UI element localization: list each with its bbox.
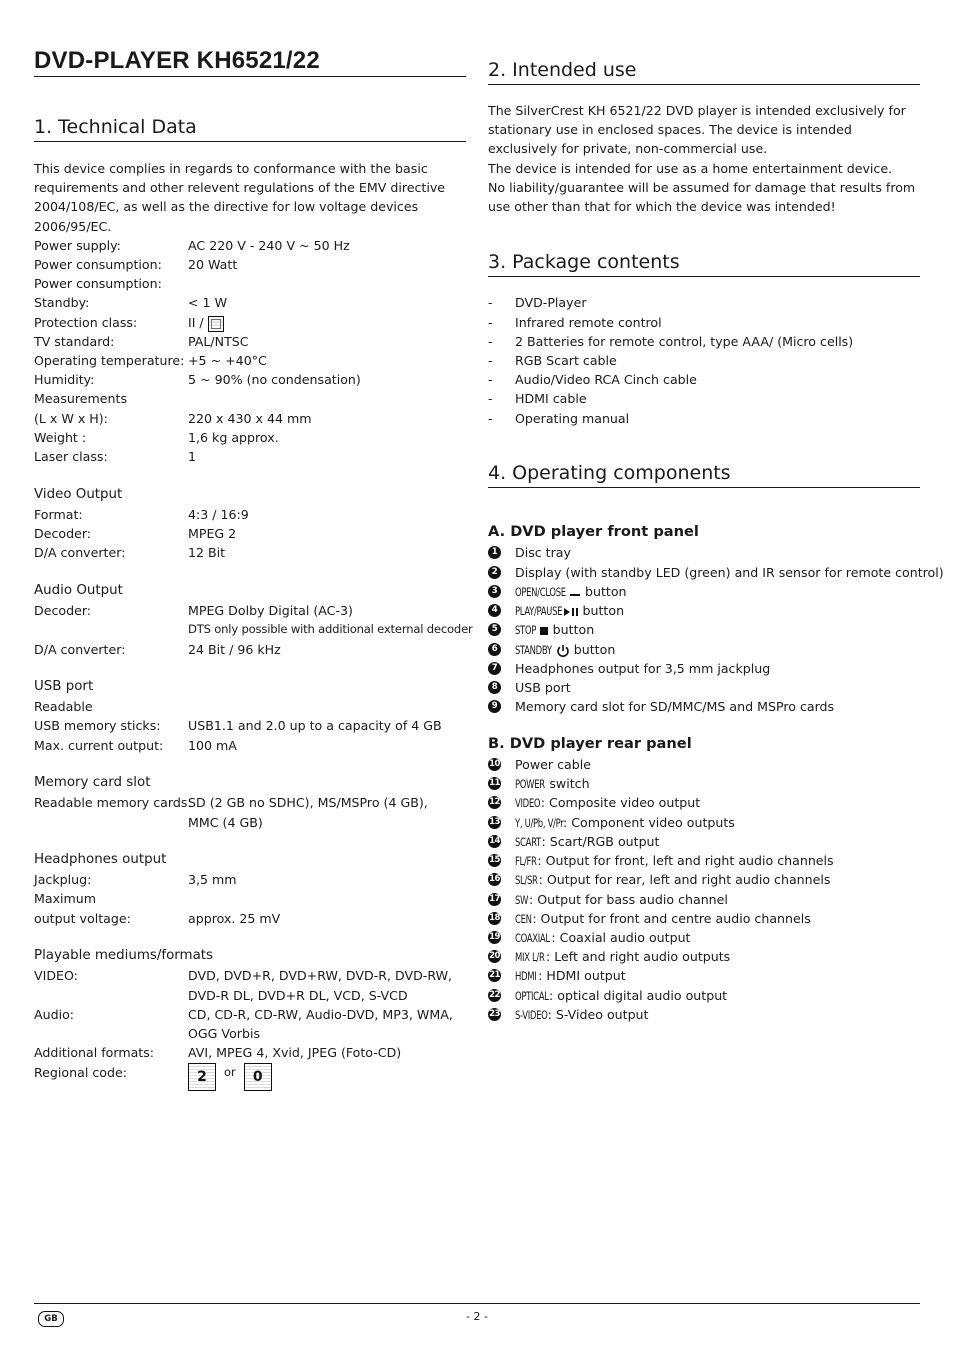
spec-row: Readable memory cards: SD (2 GB no SDHC), MS/MSPro (4 GB),	[34, 795, 428, 810]
spec-row: Decoder: MPEG Dolby Digital (AC-3)	[34, 603, 353, 618]
spec-row: Operating temperature: +5 ~ +40°C	[34, 353, 267, 368]
spec-row: Power supply: AC 220 V - 240 V ~ 50 Hz	[34, 238, 350, 253]
spec-row: D/A converter: 12 Bit	[34, 545, 226, 560]
spec-group-heading: USB port	[34, 679, 94, 694]
spec-row: Standby: < 1 W	[34, 295, 228, 310]
spec-row: Laser class: 1	[34, 449, 197, 464]
power-standby-icon	[556, 644, 570, 658]
stop-icon	[539, 626, 549, 636]
region-code-2-icon: 2	[188, 1063, 216, 1091]
spec-row: DVD-R DL, DVD+R DL, VCD, S-VCD	[188, 988, 408, 1003]
spec-row: DTS only possible with additional external decoder	[188, 622, 473, 636]
rear-panel-heading: B. DVD player rear panel	[488, 735, 692, 752]
spec-group-heading: Headphones output	[34, 852, 167, 867]
spec-row: Humidity: 5 ~ 90% (no condensation)	[34, 372, 361, 387]
spec-row: Audio: CD, CD-R, CD-RW, Audio-DVD, MP3, WMA,	[34, 1007, 453, 1022]
spec-row: USB memory sticks: USB1.1 and 2.0 up to a capacity of 4 GB	[34, 718, 442, 733]
spec-row: Format: 4:3 / 16:9	[34, 507, 249, 522]
protection-class-ii-icon	[208, 316, 224, 332]
spec-row: Measurements	[34, 391, 128, 406]
footer-divider	[34, 1303, 920, 1304]
spec-row: Power consumption: 20 Watt	[34, 257, 238, 272]
spec-group-heading: Video Output	[34, 487, 123, 502]
spec-row: Weight : 1,6 kg approx.	[34, 430, 279, 445]
spec-row: D/A converter: 24 Bit / 96 kHz	[34, 642, 281, 657]
spec-row: OGG Vorbis	[188, 1026, 261, 1041]
intended-use-text-2: The device is intended for use as a home entertainment device.	[488, 161, 893, 176]
spec-group-heading: Memory card slot	[34, 775, 151, 790]
spec-row: VIDEO: DVD, DVD+R, DVD+RW, DVD-R, DVD-RW,	[34, 968, 453, 983]
spec-row: (L x W x H): 220 x 430 x 44 mm	[34, 411, 312, 426]
technical-intro: This device complies in regards to conformance with the basic requirements and other relevent regulations of the EMV directive 2004/108/EC, as well as the directive for low voltage devices 2006/95/EC.	[34, 161, 446, 234]
play-pause-icon	[563, 607, 579, 617]
spec-row: Readable	[34, 699, 93, 714]
spec-row: Max. current output: 100 mA	[34, 738, 237, 753]
spec-row: TV standard: PAL/NTSC	[34, 334, 249, 349]
spec-row: Maximum	[34, 891, 97, 906]
section-heading-intended-use: 2. Intended use	[488, 57, 920, 85]
spec-group-heading: Playable mediums/formats	[34, 948, 214, 963]
spec-row: Additional formats: AVI, MPEG 4, Xvid, JPEG (Foto-CD)	[34, 1045, 402, 1060]
spec-row: Jackplug: 3,5 mm	[34, 872, 237, 887]
section-heading-technical-data: 1. Technical Data	[34, 114, 466, 142]
spec-group-heading: Audio Output	[34, 583, 123, 598]
language-badge: GB	[38, 1311, 64, 1327]
page-number: - 2 -	[466, 1310, 488, 1323]
document-title: DVD-PLAYER KH6521/22	[34, 46, 466, 77]
spec-row: Protection class: II /	[34, 313, 466, 332]
front-panel-heading: A. DVD player front panel	[488, 523, 699, 540]
spec-row-regional-code: Regional code: 2 or 0	[34, 1063, 466, 1091]
spec-row: Power consumption:	[34, 276, 162, 291]
section-heading-package-contents: 3. Package contents	[488, 249, 920, 277]
spec-row: output voltage: approx. 25 mV	[34, 911, 281, 926]
spec-row: MMC (4 GB)	[188, 815, 263, 830]
spec-row: Decoder: MPEG 2	[34, 526, 237, 541]
intended-use-text-3: No liability/guarantee will be assumed for damage that results from use other than that for which the device was intended!	[488, 180, 916, 215]
region-code-0-icon: 0	[244, 1063, 272, 1091]
section-heading-operating-components: 4. Operating components	[488, 460, 920, 488]
intended-use-text: The SilverCrest KH 6521/22 DVD player is intended exclusively for stationary use in enclosed spaces. The device is intended exclusively for private, non-commercial use.	[488, 103, 906, 157]
eject-icon	[569, 588, 581, 598]
